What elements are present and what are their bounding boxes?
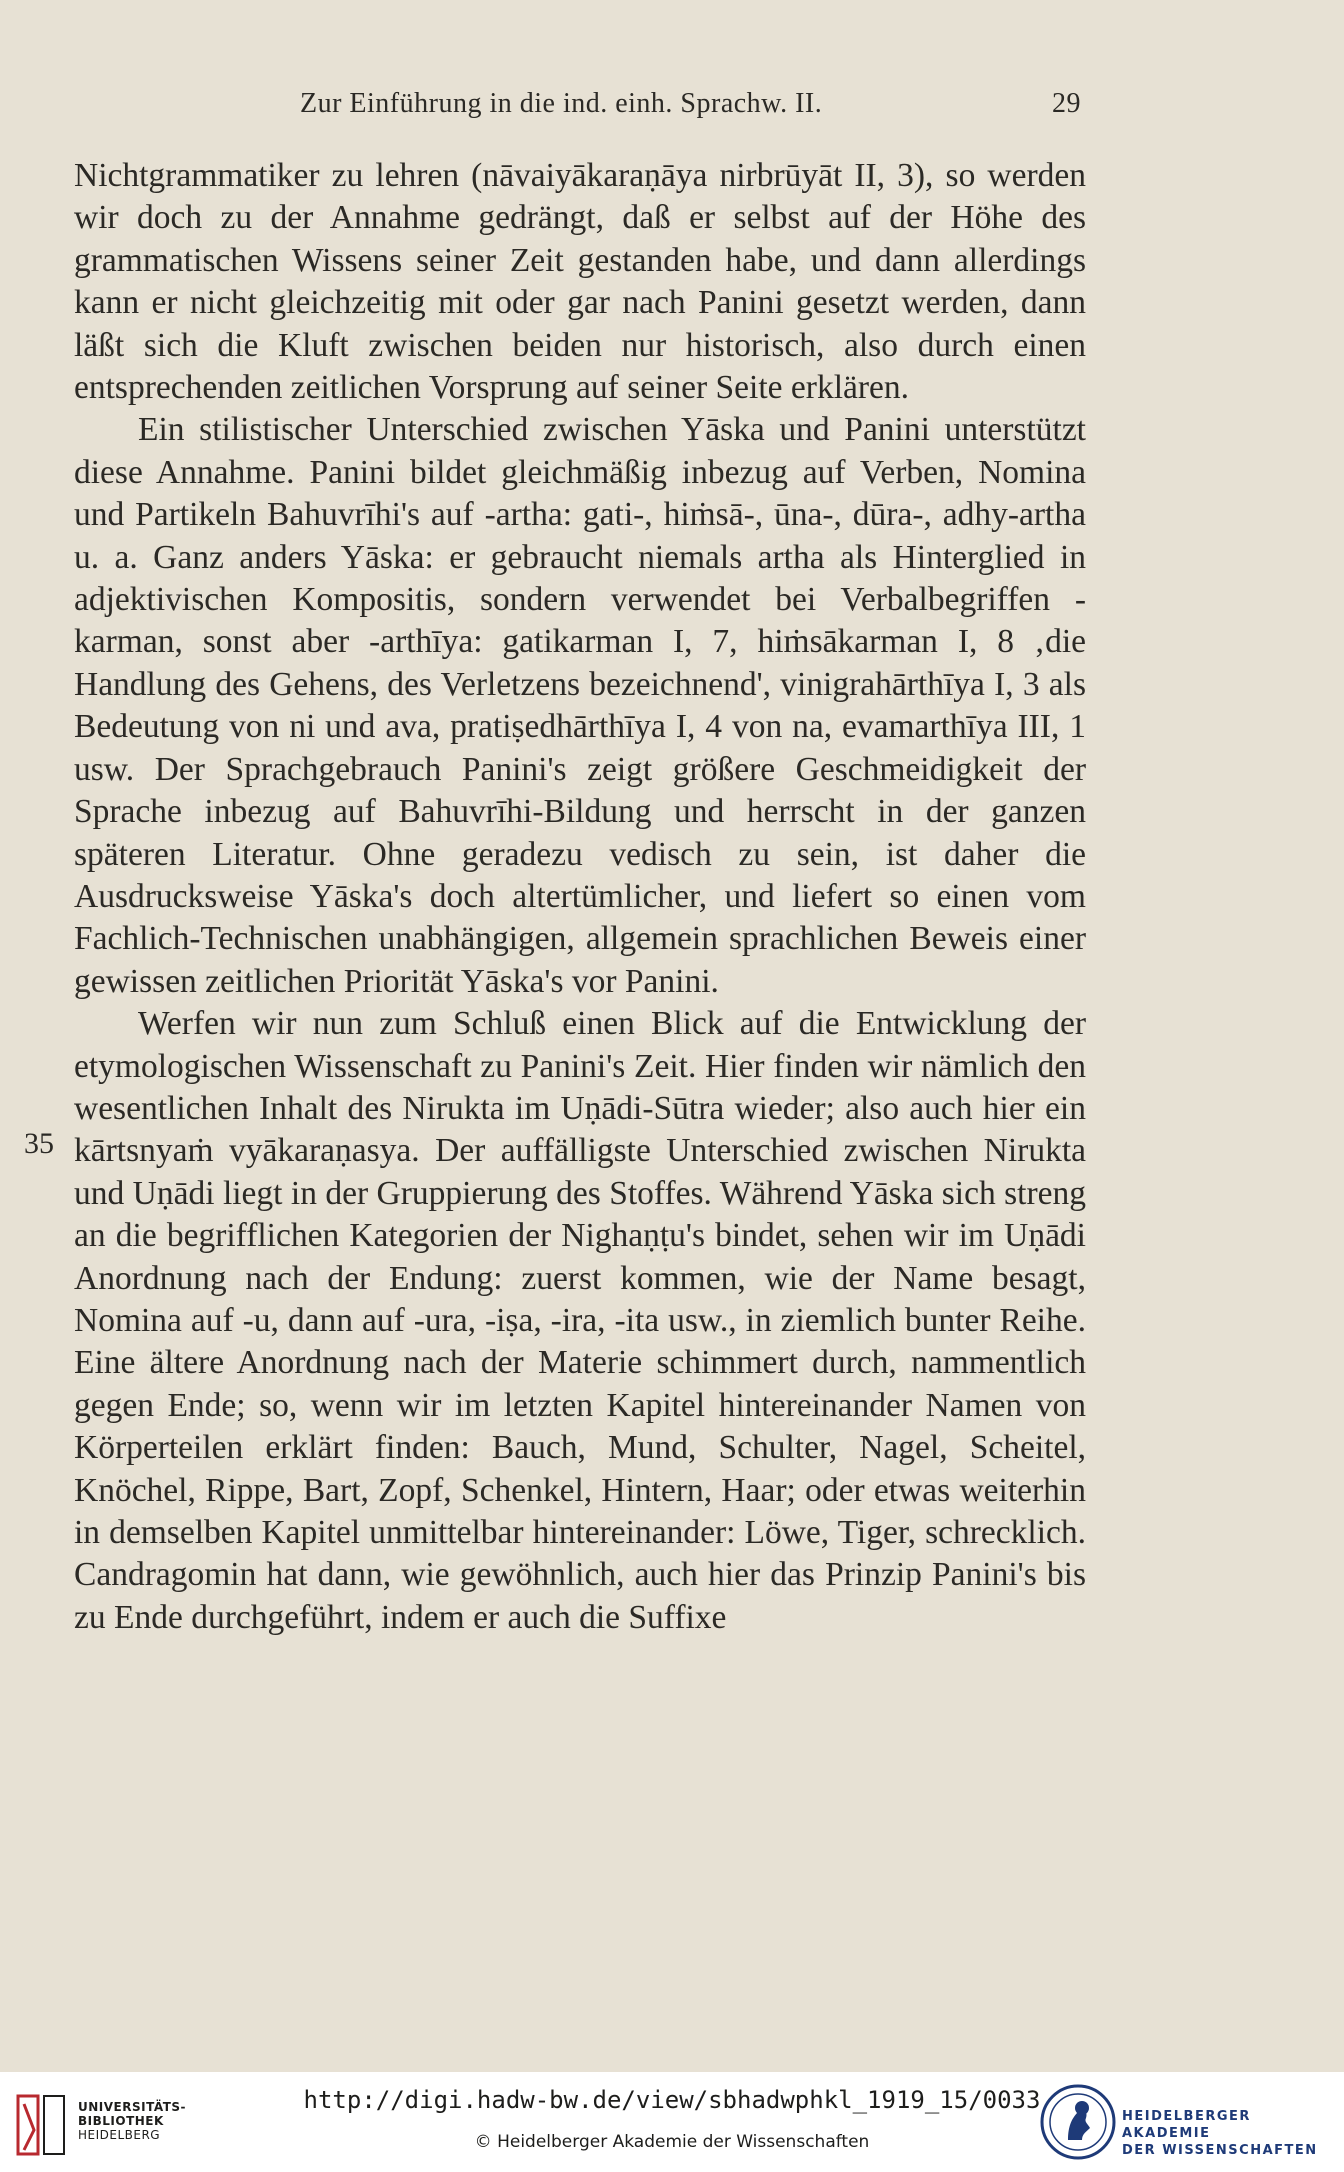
running-header xyxy=(0,88,1344,132)
body-text xyxy=(74,155,1086,1639)
library-name-line-2: BIBLIOTHEK xyxy=(78,2114,164,2128)
academy-name-line-2: DER WISSENSCHAFTEN xyxy=(1122,2143,1318,2158)
copyright-notice: © Heidelberger Akademie der Wissenschaften xyxy=(474,2132,870,2152)
margin-line-number: 35 xyxy=(24,1127,54,1160)
page-number: 29 xyxy=(1052,88,1081,119)
running-title: Zur Einführung in die ind. einh. Sprachw. II. xyxy=(300,88,823,119)
paragraph-2: Ein stilistischer Unterschied zwischen Yāska und Panini unterstützt diese Annahme. Panini bildet gleichmäßig inbezug auf Verben, Nomina und Partikeln Bahuvrīhi's auf -artha: gati-, hiṁsā-, ūna-, dūra-, adhy-artha u. a. Ganz anders Yāska: er gebraucht niemals artha als Hinterglied in adjektivischen Kompositis, sondern verwendet bei Verbalbegriffen -karman, sonst aber -arthīya: gatikarman I, 7, hiṁsākarman I, 8 ‚die Handlung des Gehens, des Verletzens bezeichnend', vinigrahārthīya I, 3 als Bedeutung von ni und ava, pratiṣedhārthīya I, 4 von na, evamarthīya III, 1 usw. Der Sprachgebrauch Panini's zeigt größere Geschmeidigkeit der Sprache inbezug auf Bahuvrīhi-Bildung und herrscht in der ganzen späteren Literatur. Ohne geradezu vedisch zu sein, ist daher die Ausdrucksweise Yāska's doch altertümlicher, und liefert so einen vom Fachlich-Technischen unabhängigen, allgemein sprachlichen Beweis einer gewissen zeitlichen Priorität Yāska's vor Panini. xyxy=(74,411,1086,1000)
academy-name-line-1: HEIDELBERGER AKADEMIE xyxy=(1122,2109,1251,2141)
permalink-url[interactable]: http://digi.hadw-bw.de/view/sbhadwphkl_1919_15/0033 xyxy=(303,2086,1041,2114)
paragraph-3: Werfen wir nun zum Schluß einen Blick auf die Entwicklung der etymologischen Wissenschaft zu Panini's Zeit. Hier finden wir nämlich den wesentlichen Inhalt des Nirukta im Uṇādi-Sūtra wieder; also auch hier ein kārtsnyaṁ vyākaraṇasya. Der auffälligste Unterschied zwischen Nirukta und Uṇādi liegt in der Gruppierung des Stoffes. Während Yāska sich streng an die begrifflichen Kategorien der Nighaṇṭu's bindet, sehen wir im Uṇādi Anordnung nach der Endung: zuerst kommen, wie der Name besagt, Nomina auf -u, dann auf -ura, -iṣa, -ira, -ita usw., in ziemlich bunter Reihe. Eine ältere Anordnung nach der Materie schimmert durch, nammentlich gegen Ende; so, wenn wir im letzten Kapitel hintereinander Namen von Körperteilen erklärt finden: Bauch, Mund, Schulter, Nagel, Scheitel, Knöchel, Rippe, Bart, Zopf, Schenkel, Hintern, Haar; oder etwas weiterhin in demselben Kapitel unmittelbar hintereinander: Löwe, Tiger, schrecklich. Candragomin hat dann, wie gewöhnlich, auch hier das Prinzip Panini's bis zu Ende durchgeführt, indem er auch die Suffixe xyxy=(74,1005,1086,1636)
footer-bar xyxy=(0,2072,1344,2172)
academy-name xyxy=(1122,2108,1344,2159)
academy-seal-icon xyxy=(1038,2082,1118,2162)
library-name-line-1: UNIVERSITÄTS- xyxy=(78,2100,187,2114)
library-name-line-3: HEIDELBERG xyxy=(78,2128,161,2142)
paragraph-1: Nichtgrammatiker zu lehren (nāvaiyākaraṇāya nirbrūyāt II, 3), so werden wir doch zu der Annahme gedrängt, daß er selbst auf der Höhe des grammatischen Wissens seiner Zeit gestanden habe, und dann allerdings kann er nicht gleichzeitig mit oder gar nach Panini gesetzt werden, dann läßt sich die Kluft zwischen beiden nur historisch, also durch einen entsprechenden zeitlichen Vorsprung auf seiner Seite erklären. xyxy=(74,157,1086,407)
